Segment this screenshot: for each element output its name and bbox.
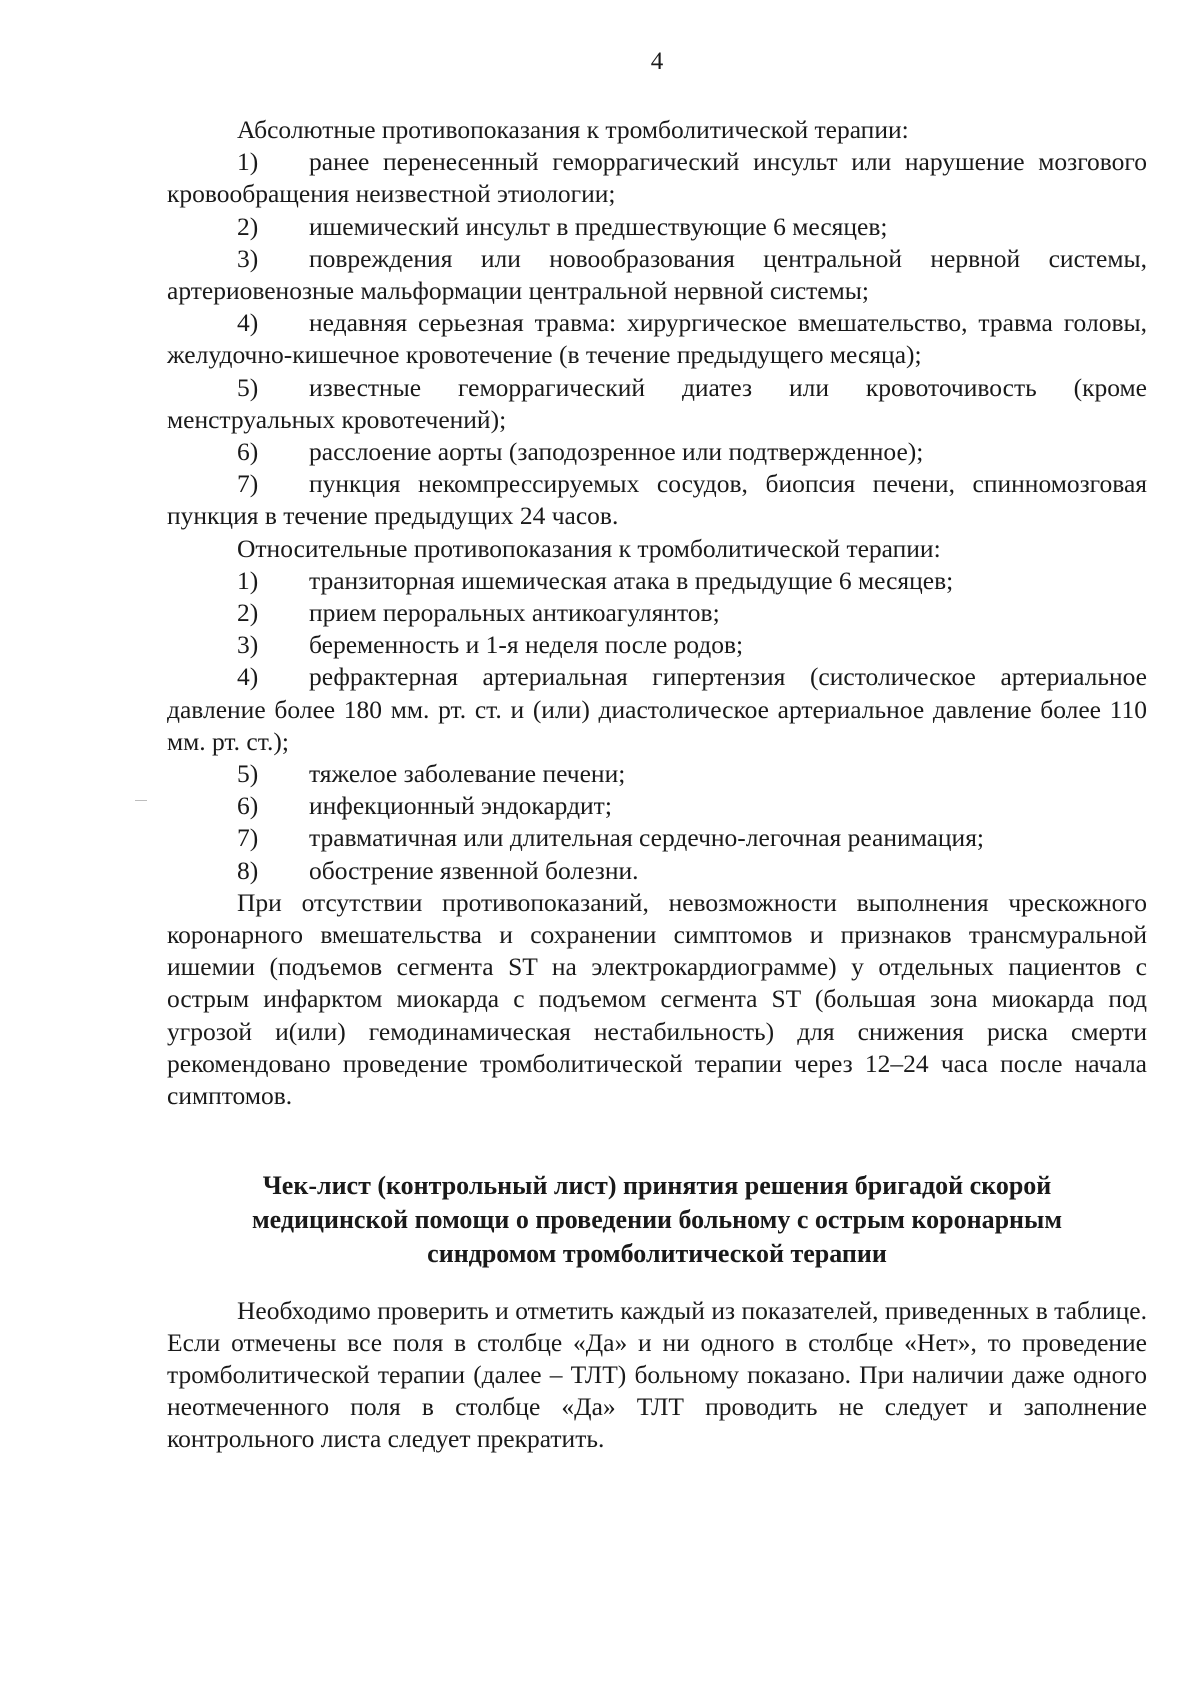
- list-item: [167, 855, 1147, 887]
- item-number: 4): [237, 308, 259, 338]
- item-number: 5): [237, 759, 259, 789]
- item-text: обострение язвенной болезни.: [309, 855, 639, 885]
- item-number: 6): [237, 791, 259, 821]
- item-text: прием пероральных антикоагулянтов;: [309, 598, 720, 628]
- item-text: беременность и 1-я неделя после родов;: [309, 630, 744, 660]
- item-text: травматичная или длительная сердечно-легочная реанимация;: [309, 823, 985, 853]
- list-item: [167, 790, 1147, 822]
- item-number: 2): [237, 211, 259, 241]
- item-number: 2): [237, 598, 259, 628]
- item-number: 1): [237, 565, 259, 595]
- list-item: [167, 597, 1147, 629]
- absolute-contraindications-list: [167, 146, 1147, 532]
- checklist-intro-paragraph: Необходимо проверить и отметить каждый из показателей, приведенных в таблице. Если отмечены все поля в столбце «Да» и ни одного в столбце «Нет», то проведение тромболитической терапии (далее – ТЛТ) больному показано. При наличии даже одного неотмеченного поля в столбце «Да» ТЛТ проводить не следует и заполнение контрольного листа следует прекратить.: [167, 1296, 1147, 1453]
- list-item: [167, 211, 1147, 243]
- item-number: 3): [237, 243, 259, 273]
- item-number: 8): [237, 855, 259, 885]
- item-text: расслоение аорты (заподозренное или подтвержденное);: [309, 437, 924, 467]
- item-text: рефрактерная артериальная гипертензия (систолическое артериальное давление более 180 мм. рт. ст. и (или) диастолическое артериальное давление более 110 мм. рт. ст.);: [167, 662, 1147, 756]
- list-item: [167, 822, 1147, 854]
- relative-contraindications-list: [167, 565, 1147, 887]
- list-item: [167, 243, 1147, 307]
- item-text: повреждения или новообразования центральной нервной системы, артериовенозные мальформации центральной нервной системы;: [167, 243, 1147, 306]
- scan-artifact: [135, 800, 147, 801]
- item-text: пункция некомпрессируемых сосудов, биопсия печени, спинномозговая пункция в течение предыдущих 24 часов.: [167, 469, 1147, 531]
- list-item: [167, 758, 1147, 790]
- item-text: транзиторная ишемическая атака в предыдущие 6 месяцев;: [309, 565, 954, 595]
- contraindications-section: [167, 114, 1147, 1112]
- item-number: 4): [237, 662, 259, 692]
- item-number: 5): [237, 372, 259, 402]
- item-number: 7): [237, 823, 259, 853]
- item-number: 7): [237, 469, 259, 499]
- list-item: [167, 629, 1147, 661]
- item-number: 1): [237, 147, 259, 177]
- item-number: 6): [237, 437, 259, 467]
- item-text: тяжелое заболевание печени;: [309, 759, 626, 789]
- absolute-contraindications-title: Абсолютные противопоказания к тромболитической терапии:: [237, 115, 909, 144]
- relative-contraindications-title: Относительные противопоказания к тромболитической терапии:: [237, 533, 941, 563]
- item-text: известные геморрагический диатез или кровоточивость (кроме менструальных кровотечений);: [167, 372, 1147, 434]
- item-text: инфекционный эндокардит;: [309, 791, 612, 821]
- list-item: [167, 661, 1147, 758]
- list-item: [167, 468, 1147, 532]
- list-item: [167, 565, 1147, 597]
- item-text: ранее перенесенный геморрагический инсульт или нарушение мозгового кровообращения неизвестной этиологии;: [167, 147, 1147, 209]
- list-item: [167, 372, 1147, 436]
- item-number: 3): [237, 630, 259, 660]
- recommendation-paragraph: При отсутствии противопоказаний, невозможности выполнения чрескожного коронарного вмешательства и сохранении симптомов и признаков трансмуральной ишемии (подъемов сегмента ST на электрокардиограмме) у отдельных пациентов с острым инфарктом миокарда с подъемом сегмента ST (большая зона миокарда под угрозой и(или) гемодинамическая нестабильность) для снижения риска смерти рекомендовано проведение тромболитической терапии через 12–24 часа после начала симптомов.: [167, 887, 1147, 1111]
- page-number: 4: [650, 48, 664, 75]
- checklist-heading: Чек-лист (контрольный лист) принятия решения бригадой скорой медицинской помощи о проведении больному с острым коронарным синдромом тромболитической терапии: [251, 1171, 1063, 1268]
- list-item: [167, 307, 1147, 371]
- item-text: недавняя серьезная травма: хирургическое вмешательство, травма головы, желудочно-кишечное кровотечение (в течение предыдущего месяца);: [167, 308, 1147, 370]
- item-text: ишемический инсульт в предшествующие 6 месяцев;: [309, 211, 888, 241]
- list-item: [167, 436, 1147, 468]
- list-item: [167, 146, 1147, 210]
